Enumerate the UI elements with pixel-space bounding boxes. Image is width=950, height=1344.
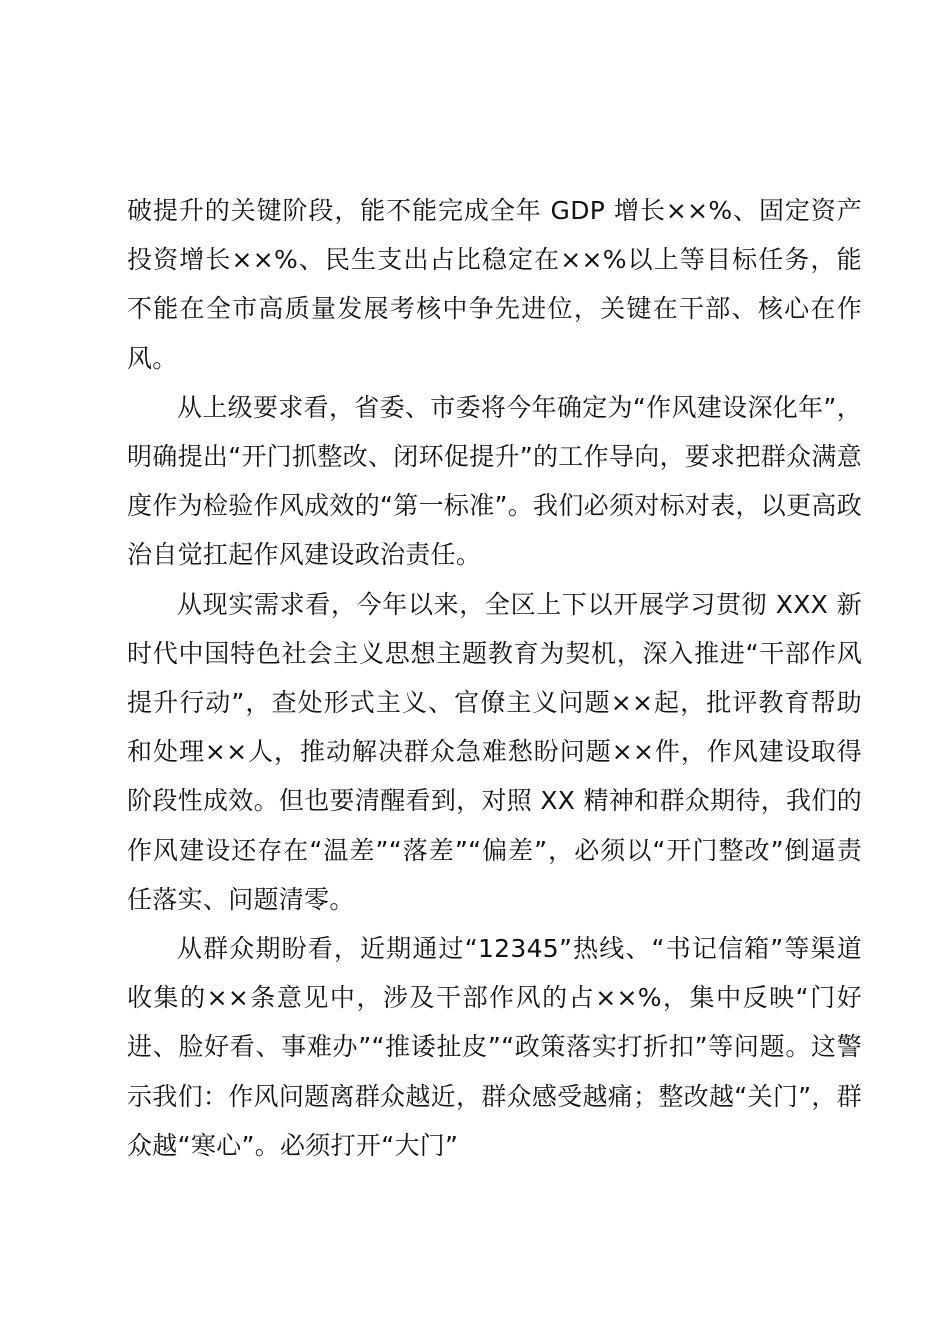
paragraph-continuation: 破提升的关键阶段，能不能完成全年 GDP 增长××%、固定资产投资增长××%、民生支出占比稳定在××%以上等目标任务，能不能在全市高质量发展考核中争先进位，关键在干部、核心在作风。: [127, 196, 862, 373]
paragraph-practical-needs: 从现实需求看，今年以来，全区上下以开展学习贯彻 XXX 新时代中国特色社会主义思想主题教育为契机，深入推进“干部作风提升行动”，查处形式主义、官僚主义问题××起，批评教育帮助和处理××人，推动解决群众急难愁盼问题××件，作风建设取得阶段性成效。但也要清醒看到，对照 XX 精神和群众期待，我们的作风建设还存在“温差”“落差”“偏差”，必须以“开门整改”倒逼责任落实、问题清零。: [127, 589, 862, 914]
paragraph-public-expectations: 从群众期盼看，近期通过“12345”热线、“书记信箱”等渠道收集的××条意见中，涉及干部作风的占××%，集中反映“门好进、脸好看、事难办”“推诿扯皮”“政策落实打折扣”等问题。这警示我们：作风问题离群众越近，群众感受越痛；整改越“关门”，群众越“寒心”。必须打开“大门”: [127, 934, 862, 1160]
document-body: [127, 186, 862, 1170]
paragraph-superior-requirements: 从上级要求看，省委、市委将今年确定为“作风建设深化年”，明确提出“开门抓整改、闭环促提升”的工作导向，要求把群众满意度作为检验作风成效的“第一标准”。我们必须对标对表，以更高政治自觉扛起作风建设政治责任。: [127, 392, 862, 570]
